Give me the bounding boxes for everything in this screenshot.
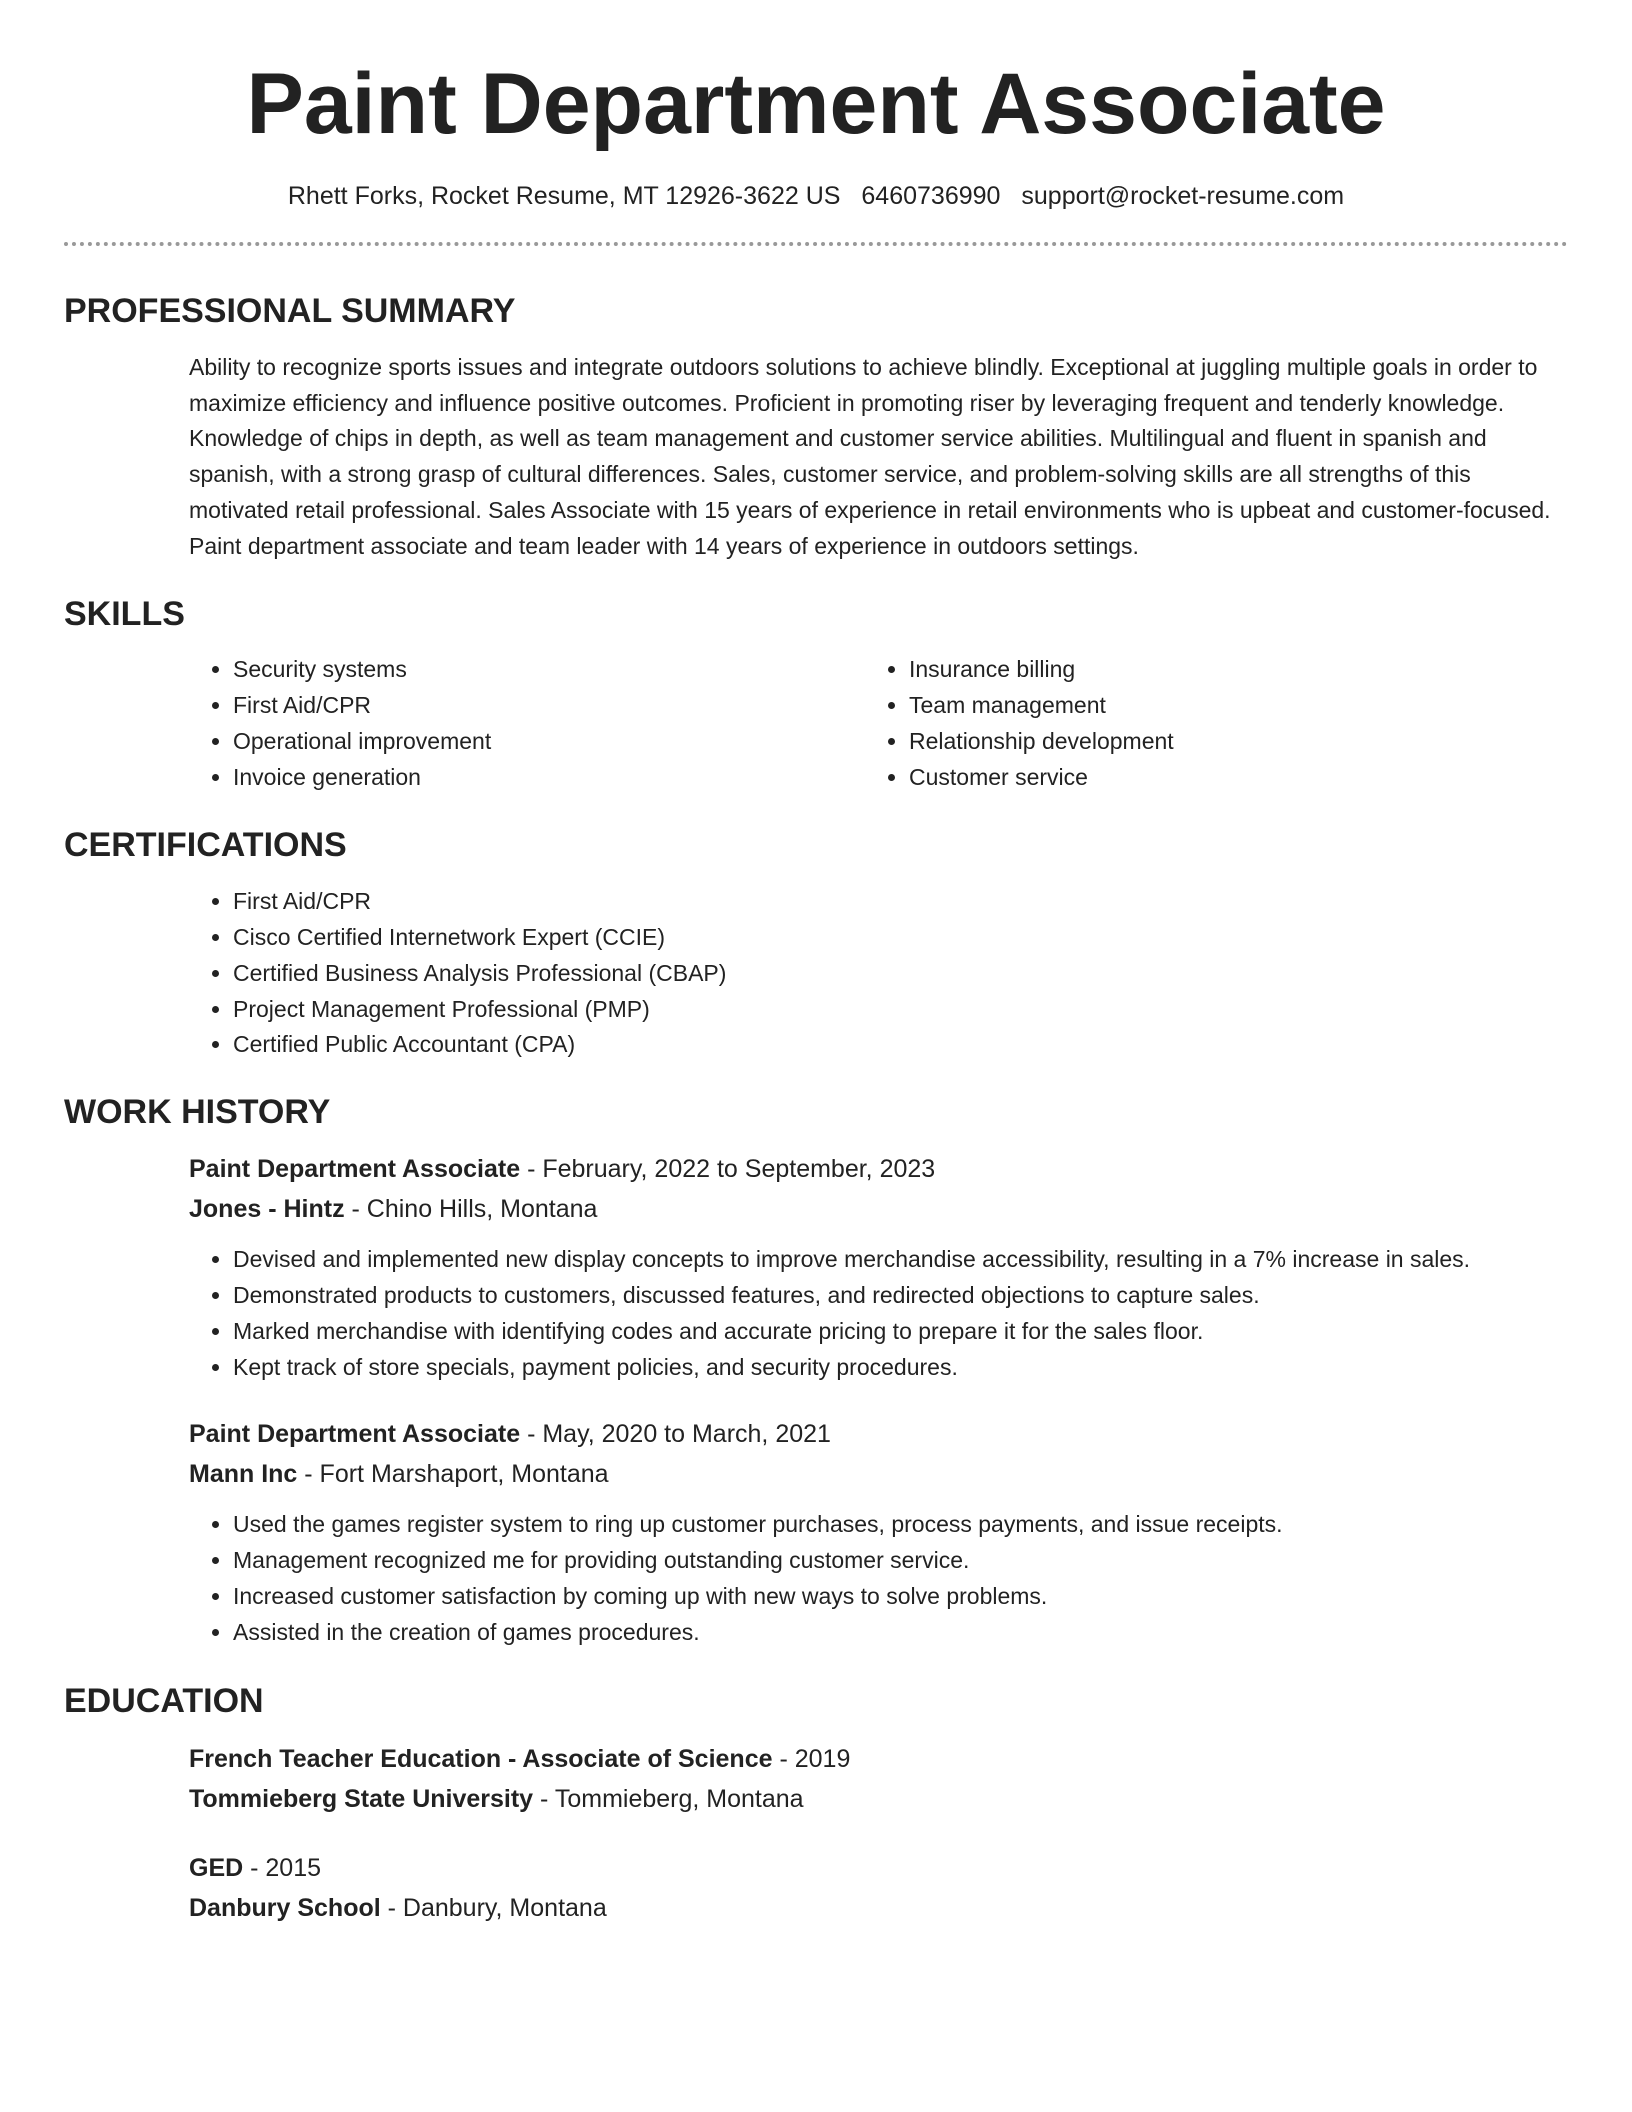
summary-heading: PROFESSIONAL SUMMARY bbox=[64, 292, 516, 330]
education-location: - Danbury, Montana bbox=[380, 1893, 607, 1922]
job-duty-item: • Used the games register system to ring up customer purchases, process payments, and issue receipts. bbox=[233, 1507, 1568, 1543]
skills-heading: SKILLS bbox=[64, 595, 185, 634]
education-entry bbox=[189, 1848, 1568, 1928]
skill-item: • Relationship development bbox=[909, 724, 1541, 760]
job-location: - Fort Marshaport, Montana bbox=[297, 1460, 609, 1488]
job-duties bbox=[189, 1507, 1568, 1651]
skills-column-right bbox=[865, 652, 1541, 796]
job-duty-item: • Assisted in the creation of games procedures. bbox=[233, 1615, 1568, 1651]
job-duty-item: • Devised and implemented new display concepts to improve merchandise accessibility, resulting in a 7% increase in sales. bbox=[233, 1242, 1568, 1278]
job-company-line bbox=[189, 1189, 1568, 1229]
contact-line bbox=[64, 180, 1568, 212]
certifications-heading: CERTIFICATIONS bbox=[64, 825, 347, 864]
skill-item: • Insurance billing bbox=[909, 652, 1541, 688]
education-heading: EDUCATION bbox=[64, 1681, 264, 1720]
skill-item: • First Aid/CPR bbox=[233, 688, 865, 724]
skill-item: • Operational improvement bbox=[233, 724, 865, 760]
certification-item: • Project Management Professional (PMP) bbox=[233, 992, 1568, 1028]
contact-phone: 6460736990 bbox=[861, 182, 1001, 210]
job-title: Paint Department Associate bbox=[189, 1420, 521, 1448]
job-entry bbox=[189, 1414, 1568, 1651]
skill-item: • Security systems bbox=[233, 652, 865, 688]
job-title-line bbox=[189, 1414, 1568, 1454]
education-entry bbox=[189, 1739, 1568, 1819]
job-duty-item: • Kept track of store specials, payment policies, and security procedures. bbox=[233, 1350, 1568, 1386]
skill-item: • Invoice generation bbox=[233, 760, 865, 796]
job-company: Mann Inc bbox=[189, 1460, 298, 1488]
education-school: Danbury School bbox=[189, 1893, 381, 1922]
contact-address: Rhett Forks, Rocket Resume, MT 12926-3622 US bbox=[287, 182, 841, 210]
skills-column-left bbox=[189, 652, 865, 796]
education-degree: French Teacher Education - Associate of Science bbox=[189, 1744, 773, 1773]
job-title-line bbox=[189, 1149, 1568, 1189]
certification-item: • Certified Public Accountant (CPA) bbox=[233, 1027, 1568, 1063]
education-school-line bbox=[189, 1888, 1568, 1928]
job-duty-item: • Marked merchandise with identifying codes and accurate pricing to prepare it for the sales floor. bbox=[233, 1314, 1568, 1350]
education-school-line bbox=[189, 1779, 1568, 1819]
education-degree-line bbox=[189, 1739, 1568, 1779]
education-year: - 2015 bbox=[243, 1853, 322, 1882]
skill-item: • Team management bbox=[909, 688, 1541, 724]
education-school: Tommieberg State University bbox=[189, 1784, 534, 1813]
job-location: - Chino Hills, Montana bbox=[344, 1195, 598, 1224]
education-year: - 2019 bbox=[772, 1744, 851, 1773]
header-divider bbox=[64, 242, 1568, 246]
job-dates: - May, 2020 to March, 2021 bbox=[520, 1420, 831, 1448]
education-degree: GED bbox=[189, 1853, 244, 1882]
job-company: Jones - Hintz bbox=[189, 1195, 345, 1224]
certification-item: • Certified Business Analysis Professional (CBAP) bbox=[233, 956, 1568, 992]
education-location: - Tommieberg, Montana bbox=[533, 1784, 804, 1813]
job-company-line bbox=[189, 1454, 1568, 1494]
certifications-list bbox=[189, 884, 1568, 1064]
job-entry bbox=[189, 1149, 1568, 1386]
skill-item: • Customer service bbox=[909, 760, 1541, 796]
skills-list bbox=[189, 652, 1568, 796]
job-duty-item: • Increased customer satisfaction by coming up with new ways to solve problems. bbox=[233, 1579, 1568, 1615]
resume-title: Paint Department Associate bbox=[246, 56, 1386, 152]
job-duty-item: • Management recognized me for providing outstanding customer service. bbox=[233, 1543, 1568, 1579]
job-duties bbox=[189, 1242, 1568, 1386]
education-degree-line bbox=[189, 1848, 1568, 1888]
summary-text: Ability to recognize sports issues and integrate outdoors solutions to achieve blindly. Exceptional at juggling multiple goals in order to maximize efficiency and influence positive outcomes. Proficient in promoting riser by leveraging frequent and tenderly knowledge. Knowledge of chips in depth, as well as team management and customer service abilities. Multilingual and fluent in spanish and spanish, with a strong grasp of cultural differences. Sales, customer service, and problem-solving skills are all strengths of this motivated retail professional. Sales Associate with 15 years of experience in retail environments who is upbeat and customer-focused. Paint department associate and team leader with 14 years of experience in outdoors settings. bbox=[189, 354, 1551, 559]
job-title: Paint Department Associate bbox=[189, 1155, 521, 1184]
contact-email: support@rocket-resume.com bbox=[1021, 182, 1345, 210]
job-dates: - February, 2022 to September, 2023 bbox=[520, 1155, 936, 1184]
work-history-heading: WORK HISTORY bbox=[64, 1093, 331, 1132]
job-duty-item: • Demonstrated products to customers, discussed features, and redirected objections to capture sales. bbox=[233, 1278, 1568, 1314]
certification-item: • First Aid/CPR bbox=[233, 884, 1568, 920]
certification-item: • Cisco Certified Internetwork Expert (CCIE) bbox=[233, 920, 1568, 956]
